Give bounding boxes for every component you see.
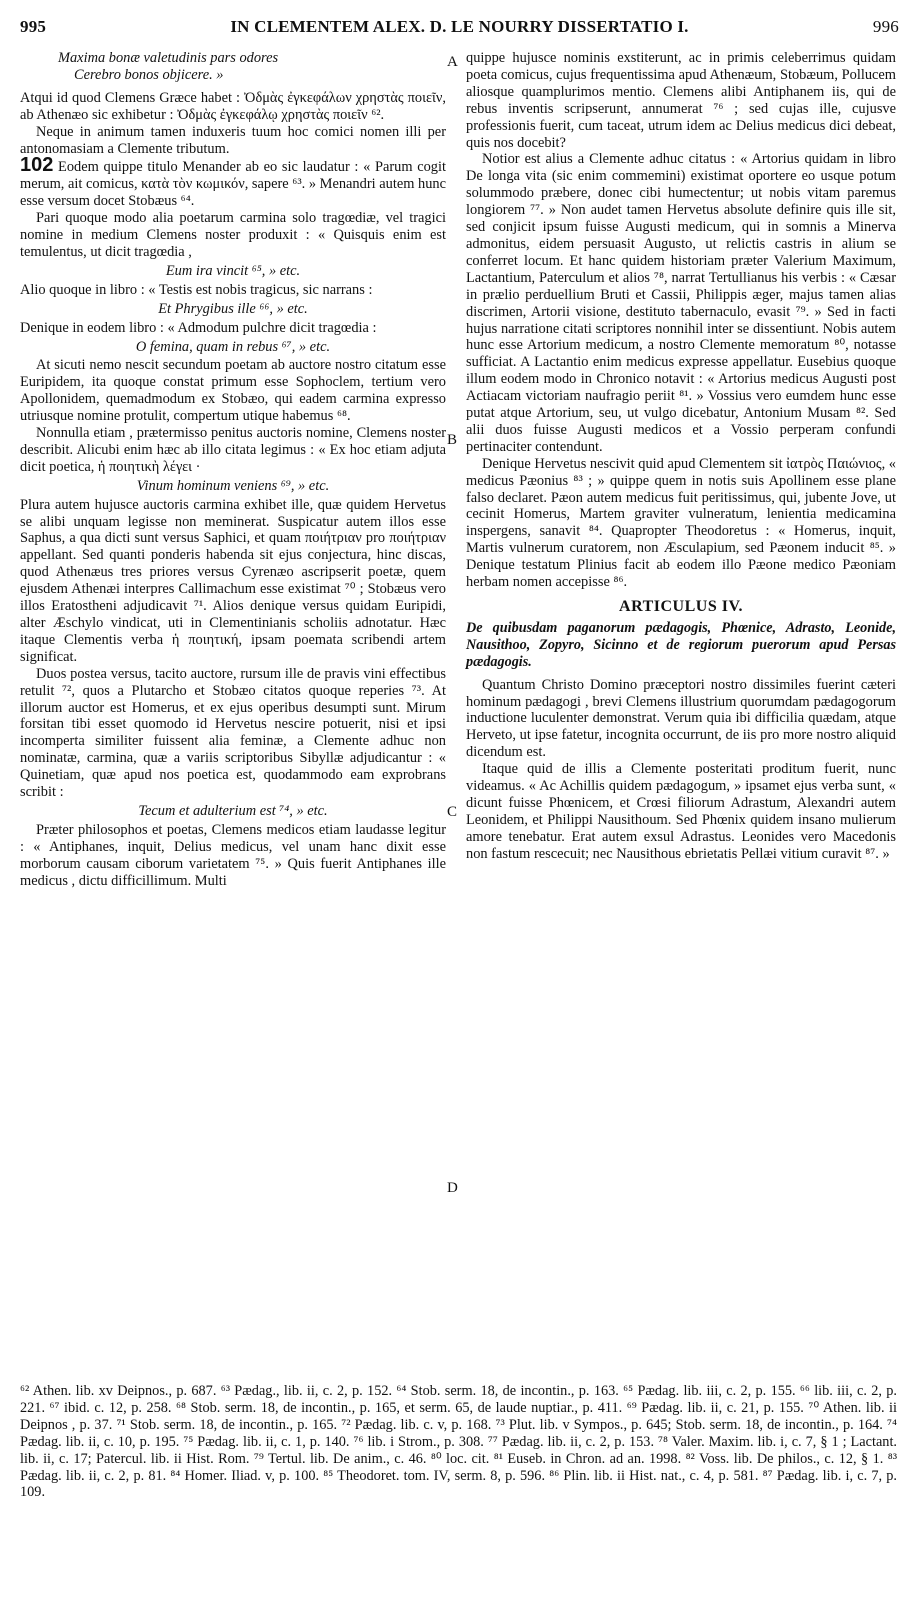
section-number: 102 [20, 154, 54, 177]
verse-quote: O femina, quam in rebus ⁶⁷, » etc. [135, 338, 331, 355]
verse-line: Maxima bonæ valetudinis pars odores [58, 50, 279, 66]
verse-quote: Et Phrygibus ille ⁶⁶, » etc. [158, 300, 308, 317]
verse-quote: Tecum et adulterium est ⁷⁴, » etc. [138, 802, 328, 819]
paragraph-text: Eodem quippe titulo Menander ab eo sic laudatur : « Parum cogit merum, ait comicus, κατὰ τὸν κωμικόν, sapere ⁶³. » Menandri autem hunc esse versum docet Stobæus ⁶⁴. [20, 159, 446, 210]
paragraph [20, 154, 446, 210]
footnotes [20, 1383, 897, 1501]
margin-letter-a: A [447, 54, 458, 70]
page-header [20, 17, 899, 41]
paragraph: Duos postea versus, tacito auctore, rursum ille de pravis vini effectibus retulit ⁷², quos a Plutarcho et Stobæo citatos quoque reperies ⁷³. At illorum auctor est Homerus, et ex ejus operibus desumpti sunt. Mirum forsitan tibi esset quomodo id Hervetus nescire potuerit, nisi et ipsi incomperta similiter fuissent alia feminæ, a Clemente adhuc non nominatæ, carmina, quæ a variis scriptoribus Sibyllæ adjudicantur : « Quinetiam, quæ apud nos poetica est, quodammodo eam exprobrans scribit : [20, 665, 446, 801]
paragraph: Neque in animum tamen induxeris tuum hoc comici nomen illi per antonomasiam a Clemente tributum. [20, 123, 446, 157]
verse-quote: Eum ira vincit ⁶⁵, » etc. [165, 262, 301, 279]
article-subheading: De quibusdam paganorum pædagogis, Phœnice, Adrasto, Leonide, Nausithoo, Zopyro, Sicinno et de regiorum puerorum apud Persas pædagogis. [466, 619, 896, 670]
left-column [20, 50, 446, 890]
paragraph: Denique Hervetus nescivit quid apud Clementem sit ἰατρὸς Παιώνιος, « medicus Pæonius ⁸³ ; » quippe quem in notis suis Apollinem esse plane falso declaret. Pæon autem medicus fuit peritissimus, qui, jubente Jove, ut cecinit Homerus, Martem graviter vulneratum, lenientia medicamina inspergens, sanavit ⁸⁴. Quapropter Theodoretus : « Homerus, inquit, Martis vulnerum curatorem, non Æsculapium, sed Pæonem inducit ⁸⁵. » Denique testatum Plinius facit ab eodem illo Pæone medico Pæoniam herbam nomen accepisse ⁸⁶. [466, 455, 896, 591]
paragraph: Præter philosophos et poetas, Clemens medicos etiam laudasse legitur : « Antiphanes, inquit, Delius medicus, vel unam hanc dixit esse morborum causam ciborum varietatem ⁷⁵. » Quis fuerit Antiphanes ille medicus , dictu difficillimum. Multi [20, 821, 446, 889]
footnote-block: ⁶² Athen. lib. xv Deipnos., p. 687. ⁶³ Pædag., lib. ii, c. 2, p. 152. ⁶⁴ Stob. serm. 18, de incontin., p. 163. ⁶⁵ Pædag. lib. iii, c. 2, p. 155. ⁶⁶ lib. iii, c. 2, p. 221. ⁶⁷ ibid. c. 12, p. 258. ⁶⁸ Stob. serm. 18, de incontin., p. 165, et serm. 65, de laude nuptiar., p. 411. ⁶⁹ Pædag. lib. ii, c. 21, p. 155. ⁷⁰ Athen. lib. ii Deipnos , p. 37. ⁷¹ Stob. serm. 18, de incontin., p. 165. ⁷² Pædag. lib. c. v, p. 168. ⁷³ Plut. lib. v Sympos., p. 645; Stob. serm. 18, de incontin., p. 164. ⁷⁴ Pædag. lib. ii, c. 10, p. 195. ⁷⁵ Pædag. lib. ii, c. 1, p. 140. ⁷⁶ lib. i Strom., p. 308. ⁷⁷ Pædag. lib. ii, c. 2, p. 153. ⁷⁸ Valer. Maxim. lib. i, c. 7, § 1 ; Lactant. lib. ii, c. 17; Patercul. lib. ii Hist. Rom. ⁷⁹ Tertul. lib. De anim., c. 46. ⁸⁰ loc. cit. ⁸¹ Euseb. in Chron. ad an. 1998. ⁸² Voss. lib. De philos., c. 12, § 1. ⁸³ Pædag. lib. ii, c. 2, p. 81. ⁸⁴ Homer. Iliad. v, p. 100. ⁸⁵ Theodoret. tom. IV, serm. 8, p. 596. ⁸⁶ Plin. lib. ii Hist. nat., c. 4, p. 581. ⁸⁷ Pædag. lib. i, c. 7, p. 109. [20, 1383, 897, 1501]
paragraph: Pari quoque modo alia poetarum carmina solo tragœdiæ, vel tragici nomine in medium Clemens noster produxit : « Quisquis enim est temulentus, ut dicit tragœdia , [20, 210, 446, 260]
margin-letter-c: C [447, 804, 458, 820]
article-heading: ARTICULUS IV. [619, 598, 743, 615]
paragraph: Denique in eodem libro : « Admodum pulchre dicit tragœdia : [20, 319, 377, 336]
paragraph: Quantum Christo Domino præceptori nostro dissimiles fuerint cæteri hominum pædagogi , brevi Clemens illustrium quorumdam pædagogorum inductione luculenter demonstrat. Verum quia ibi difficilia quædam, atque Herveto, ut ipse fatetur, incognita occurrunt, de iis pro more nostro aliquid dicendum est. [466, 676, 896, 761]
margin-letter-b: B [447, 432, 458, 448]
paragraph: Itaque quid de illis a Clemente posteritati proditum fuerit, nunc videamus. « Ac Achillis quidem pædagogum, » ipsamet ejus verba sunt, « dicunt fuisse Phœnicem, et Crœsi filiorum Adrastum, Alexandri autem Leonidem, et Philippi Nausithoum. Sed Phœnix quidem insano mulierum amore tenebatur. Erat autem exsul Adrastus. Leonides vero Macedonis non fastum rescecuit; nec Nausithous ebrietatis Pellæi vitium curavit ⁸⁷. » [466, 761, 896, 862]
paragraph: Alio quoque in libro : « Testis est nobis tragicus, sic narrans : [20, 281, 373, 298]
paragraph: quippe hujusce nominis exstiterunt, ac in primis celeberrimus quidam poeta comicus, cujus frequentissima apud Athenæum, Stobæum, Pollucem aliosque quamplurimos mentio. Clemens alibi Antiphanem iis, qui de rebus inventis scripserunt, annumerat ⁷⁶ ; sed cujas ille, cujusve professionis fuerit, cum taceat, utrum idem ac Delius medicus dici debeat, quis nos docebit? [466, 50, 896, 151]
margin-letter-d: D [447, 1180, 458, 1196]
verse-quote-1 [20, 50, 446, 84]
verse-line: Cerebro bonos objicere. » [74, 66, 224, 83]
right-column [466, 50, 896, 863]
paragraph: Nonnulla etiam , prætermisso penitus auctoris nomine, Clemens noster describit. Alicubi enim hæc ab illo citata legimus : « Ex hoc etiam adjuta dicit poetica, ἡ ποιητικὴ λέγει · [20, 425, 446, 475]
running-title: IN CLEMENTEM ALEX. D. LE NOURRY DISSERTATIO I. [230, 17, 689, 36]
paragraph: At sicuti nemo nescit secundum poetam ab auctore nostro citatum esse Euripidem, ita quoque constat primum esse Sophoclem, tertium vero Apollonidem, quemadmodum ex Stobæo, qui eadem carmina expresso utriusque nomine protulit, compertum utique habemus ⁶⁸. [20, 357, 446, 425]
page-number-right: 996 [872, 17, 899, 36]
page-number-left: 995 [20, 17, 47, 36]
paragraph: Plura autem hujusce auctoris carmina exhibet ille, quæ quidem Hervetus se alibi unquam legisse non meminerat. Suspicatur autem illos esse Saphus, a qua dicti sunt versus Saphici, et quam ποιήτριαν pro ποιήτριαν appellant. Sed quanti ponderis habenda sit ejus conjectura, hinc discas, quod Athenæus tres priores versus Cyrenæo ascripserit poetæ, quem ejusdem Athenæi interpres Callimachum esse existimat ⁷⁰ ; Stobæus vero illos Eratostheni adjudicavit ⁷¹. Alios denique versus quidam Euripidi, alter Æschylo vindicat, uti in Clementinianis scholiis adnotatur. Hæc itaque Clementis verba ἡ ποιητική, ipsam poemata scribendi artem significat. [20, 496, 446, 665]
verse-quote: Vinum hominum veniens ⁶⁹, » etc. [136, 477, 330, 494]
paragraph: Atqui id quod Clemens Græce habet : Ὀδμὰς ἐγκεφάλων χρηστὰς ποιεῖν, ab Athenæo sic exhibetur : Ὀδμὰς ἐγκεφάλῳ χρηστὰς ποιεῖν ⁶². [20, 89, 446, 123]
paragraph: Notior est alius a Clemente adhuc citatus : « Artorius quidam in libro De longa vita (sic enim commemini) existimat oportere eo usque potum solummodo præbere, donec cibi humectentur; ut nobis vitam paremus longiorem ⁷⁷. » Non audet tamen Hervetus absolute definire quis ille sit, sed conjicit ipsum fuisse Augusti medicum, qui in somnis a Minerva admonitus, eidem persuasit Augusto, ut relictis castris in alium se conferret locum. Et hanc quidem historiam præter Valerium Maximum, Lactantium, Paterculum et alios ⁷⁸, narrat Tertullianus his verbis : « Cæsar in prælio perduellium Bruti et Cassii, Philippis æger, majus tamen alias discrimen, Artorii visione, destituto tabernaculo, evasit ⁷⁹. » Sed in facti hujus narratione citati scriptores nonnihil inter se dissentiunt. Nobis autem hunc esse Artorium medicum, a nostro Clemente memoratum ⁸⁰, notasse sufficiat. A Lactantio enim medicus expresse appellatur. Eusebius quoque illum eodem modo in Chronico notavit : « Artorius medicus Augusti post Actiacam victoriam naufragio periit ⁸¹. » Vossius vero eumdem hunc esse putat atque Artorium, seu, ut vulgo dicebatur, Antonium Musam ⁸². Sed alii duos fuisse Augusti medicos et a Vossio perperam confundi pertinaciter contendunt. [466, 151, 896, 455]
